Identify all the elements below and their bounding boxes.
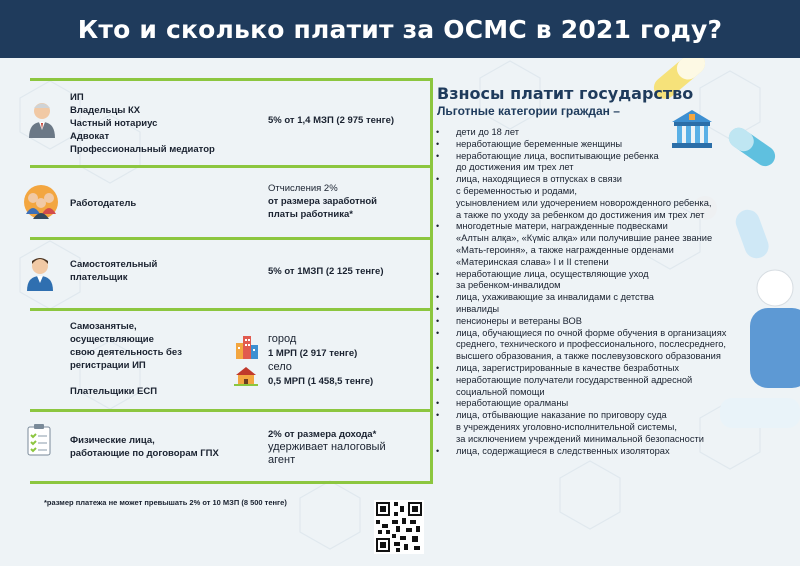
city-label: город — [268, 333, 297, 345]
man-icon — [24, 255, 56, 291]
list-item: • лица, ухаживающие за инвалидами с детства — [434, 292, 784, 304]
row-label: Самозанятые, осуществляющие свою деятельность без регистрации ИП Плательщики ЕСП — [70, 321, 182, 397]
row-value: 5% от 1МЗП (2 125 тенге) — [268, 266, 384, 277]
village-label: село — [268, 361, 292, 373]
row-value: 2% от размера дохода* удерживает налоговый агент — [268, 429, 386, 466]
village-value: 0,5 МРП (1 458,5 тенге) — [268, 376, 374, 387]
list-item: • лица, зарегистрированные в качестве безработных — [434, 363, 784, 375]
list-item: • неработающие лица, осуществляющие уход за ребенком-инвалидом — [434, 269, 784, 293]
row-value: Отчисления 2% от размера заработной платы работника* — [268, 183, 378, 220]
list-item: • неработающие беременные женщины — [434, 139, 784, 151]
list-item: • лица, отбывающие наказание по приговору суда в учреждениях уголовно-исполнительной системы, за исключением учреждений минимальной безопасности — [434, 410, 784, 445]
row-divider — [30, 165, 432, 168]
row-divider — [30, 308, 432, 311]
row-label: Самостоятельный плательщик — [70, 259, 158, 283]
row-divider — [30, 409, 432, 412]
city-icon — [234, 333, 260, 359]
benefit-categories-list — [434, 127, 784, 457]
header-bar — [0, 0, 800, 58]
list-item: • пенсионеры и ветераны ВОВ — [434, 316, 784, 328]
list-item: • лица, содержащиеся в следственных изоляторах — [434, 446, 784, 458]
team-icon — [22, 184, 60, 220]
businessman-icon — [26, 100, 58, 138]
list-item: • инвалиды — [434, 304, 784, 316]
list-item: • лица, обучающиеся по очной форме обучения в организациях среднего, технического и профессионального, послесреднего, высшего образования, а также послевузовского образования — [434, 328, 784, 363]
list-item: • дети до 18 лет — [434, 127, 784, 139]
row-label: Работодатель — [70, 198, 137, 209]
row-value: 5% от 1,4 МЗП (2 975 тенге) — [268, 115, 395, 126]
row-divider — [30, 237, 432, 240]
right-subtitle: Льготные категории граждан – — [437, 104, 620, 118]
list-item: • лица, находящиеся в отпусках в связи с беременностью и родами, усыновлением или удочерением новорожденного ребенка, а также по уходу за ребенком до достижения им трех лет — [434, 174, 784, 221]
row-label: Физические лица, работающие по договорам ГПХ — [70, 435, 219, 459]
page-title: Кто и сколько платит за ОСМС в 2021 году? — [77, 14, 723, 44]
village-icon — [234, 366, 258, 386]
panel-right-border — [430, 78, 433, 484]
row-label: ИП Владельцы КХ Частный нотариус Адвокат Профессиональный медиатор — [70, 92, 215, 155]
list-item: • неработающие лица, воспитывающие ребенка до достижения им трех лет — [434, 151, 784, 175]
list-item: • неработающие оралманы — [434, 398, 784, 410]
row-divider — [30, 481, 432, 484]
footnote: *размер платежа не может превышать 2% от 10 МЗП (8 500 тенге) — [44, 498, 287, 507]
row-divider — [30, 78, 432, 81]
list-item: • многодетные матери, награжденные подвесками «Алтын алқа», «Күміс алқа» или получившие ранее звание «Мать-героиня», а также награжденные орденами «Материнская слава» I и II степени — [434, 221, 784, 268]
city-value: 1 МРП (2 917 тенге) — [268, 348, 358, 359]
right-title: Взносы платит государство — [437, 84, 694, 103]
qr-code-icon[interactable] — [374, 500, 424, 554]
list-item: • неработающие получатели государственной адресной социальной помощи — [434, 375, 784, 399]
document-icon — [26, 424, 52, 456]
